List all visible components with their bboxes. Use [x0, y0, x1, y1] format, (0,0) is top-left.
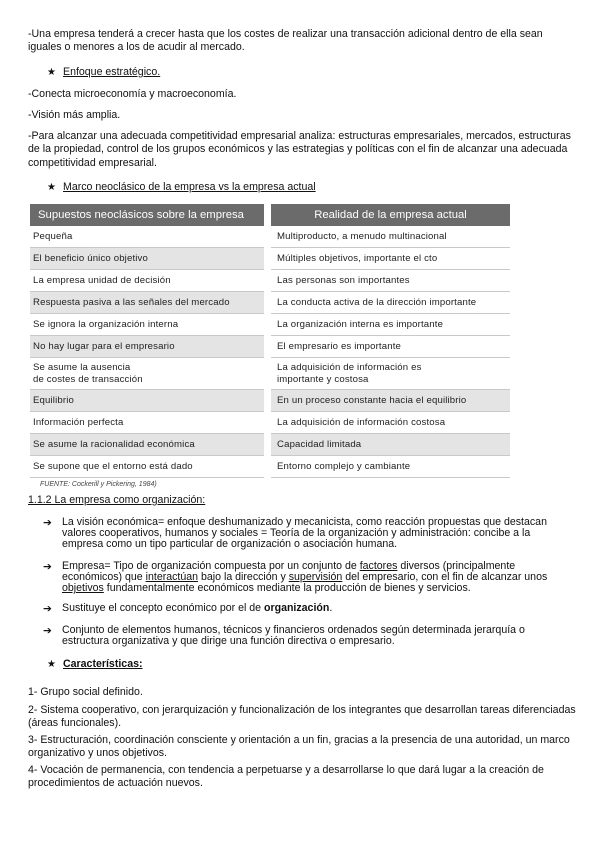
neoclassical-row: [30, 314, 264, 336]
reality-row: [271, 456, 510, 478]
current-reality-column: [271, 204, 510, 478]
right-header: Realidad de la empresa actual: [271, 204, 510, 226]
neoclassical-row: [30, 456, 264, 478]
neoclassical-cell: Respuesta pasiva a las señales del mercado: [33, 296, 230, 308]
neoclassical-row: [30, 336, 264, 358]
reality-row: [271, 336, 510, 358]
neoclassical-row: [30, 292, 264, 314]
enfoque-line-1: -Conecta microeconomía y macroeconomía.: [28, 88, 237, 100]
intro-paragraph: -Una empresa tenderá a crecer hasta que los costes de realizar una transacción adicional dentro de ella sean iguales o menores a los de acudir al mercado.: [28, 28, 543, 54]
left-header: Supuestos neoclásicos sobre la empresa: [30, 204, 264, 226]
neoclassical-row: [30, 226, 264, 248]
reality-cell: La organización interna es importante: [277, 318, 444, 330]
neoclassical-cell: Se asume la ausencia de costes de transacción: [33, 362, 143, 385]
caracteristica-1: 1- Grupo social definido.: [28, 686, 143, 698]
neoclassical-cell: Se asume la racionalidad económica: [33, 438, 195, 450]
neoclassical-row: [30, 270, 264, 292]
marco-heading: Marco neoclásico de la empresa vs la empresa actual: [63, 181, 316, 193]
neoclassical-cell: Equilibrio: [33, 394, 74, 406]
reality-row: [271, 248, 510, 270]
reality-row: [271, 270, 510, 292]
marco-bullet: [47, 181, 316, 194]
neoclassical-cell: La empresa unidad de decisión: [33, 274, 171, 286]
reality-cell: Capacidad limitada: [277, 438, 362, 450]
caracteristicas-heading: Características:: [63, 658, 143, 670]
section-heading: 1.1.2 La empresa como organización:: [28, 494, 206, 506]
arrow-icon: ➔: [43, 625, 52, 637]
arrow-icon: ➔: [43, 517, 52, 529]
enfoque-heading: Enfoque estratégico.: [63, 66, 161, 78]
section-item-3: Sustituye el concepto económico por el de organización.: [62, 602, 333, 614]
neoclassical-row: [30, 434, 264, 456]
neoclassical-cell: No hay lugar para el empresario: [33, 340, 175, 352]
arrow-icon: ➔: [43, 561, 52, 573]
caracteristica-4: 4- Vocación de permanencia, con tendencia a perpetuarse y a desarrollarse lo que dará lugar a la creación de procedimientos de actuación nuevos.: [28, 764, 544, 790]
reality-cell: Las personas son importantes: [277, 274, 410, 286]
star-icon: ★: [47, 67, 56, 78]
star-icon: ★: [47, 182, 56, 193]
enfoque-bullet: [47, 66, 160, 79]
arrow-icon: ➔: [43, 603, 52, 615]
neoclassical-row: [30, 358, 264, 390]
star-icon: ★: [47, 659, 56, 670]
reality-row: [271, 226, 510, 248]
reality-row: [271, 412, 510, 434]
section-item-2: Empresa= Tipo de organización compuesta por un conjunto de factores diversos (principalmente económicos) que interactúan bajo la dirección y supervisión del empresario, con el fin de alcanzar unos objetivos fundamentalmente económicos mediante la producción de bienes y servicios.: [62, 560, 548, 595]
reality-cell: Multiproducto, a menudo multinacional: [277, 230, 447, 242]
neoclassical-cell: El beneficio único objetivo: [33, 252, 148, 264]
reality-row: [271, 390, 510, 412]
reality-cell: La adquisición de información es importante y costosa: [277, 362, 422, 385]
reality-cell: El empresario es importante: [277, 340, 402, 352]
reality-cell: Entorno complejo y cambiante: [277, 460, 411, 472]
reality-row: [271, 292, 510, 314]
neoclassical-row: [30, 412, 264, 434]
caracteristica-2: 2- Sistema cooperativo, con jerarquización y funcionalización de los integrantes que desarrollan tareas diferenciadas (áreas funcionales).: [28, 704, 576, 730]
reality-cell: La adquisición de información costosa: [277, 416, 446, 428]
neoclassical-cell: Información perfecta: [33, 416, 124, 428]
neoclassical-row: [30, 248, 264, 270]
enfoque-line-2: -Visión más amplia.: [28, 109, 121, 121]
reality-cell: Múltiples objetivos, importante el cto: [277, 252, 438, 264]
comparison-table: [30, 204, 510, 479]
table-source: FUENTE: Cockerill y Pickering, 1984): [40, 481, 157, 488]
neoclassical-row: [30, 390, 264, 412]
section-item-1: La visión económica= enfoque deshumanizado y mecanicista, como reacción propuestas que destacan valores cooperativos, humanos y sociales = Teoría de la organización y administración: concibe a la empresa como un tipo particular de organización o asociación humana.: [62, 516, 547, 551]
neoclassical-column: [30, 204, 264, 478]
caracteristica-3: 3- Estructuración, coordinación consciente y orientación a un fin, gracias a la presencia de una autoridad, un marco organizativo y unos objetivos.: [28, 734, 570, 760]
section-item-4: Conjunto de elementos humanos, técnicos y financieros ordenados según determinada jerarquía o estructura organizativa y que dirige una función directiva o empresario.: [62, 624, 525, 648]
reality-row: [271, 358, 510, 390]
reality-row: [271, 314, 510, 336]
neoclassical-cell: Se ignora la organización interna: [33, 318, 179, 330]
reality-cell: En un proceso constante hacia el equilibrio: [277, 394, 467, 406]
reality-row: [271, 434, 510, 456]
enfoque-line-3: -Para alcanzar una adecuada competitividad empresarial analiza: estructuras empresariales, mercados, estructuras de la propiedad, control de los grupos económicos y las estrategias y políticas con el fin de alcanzar una adecuada competitividad empresarial.: [28, 130, 571, 169]
reality-cell: La conducta activa de la dirección importante: [277, 296, 477, 308]
neoclassical-cell: Se supone que el entorno está dado: [33, 460, 193, 472]
caracteristicas-bullet: [47, 658, 143, 671]
neoclassical-cell: Pequeña: [33, 230, 73, 242]
